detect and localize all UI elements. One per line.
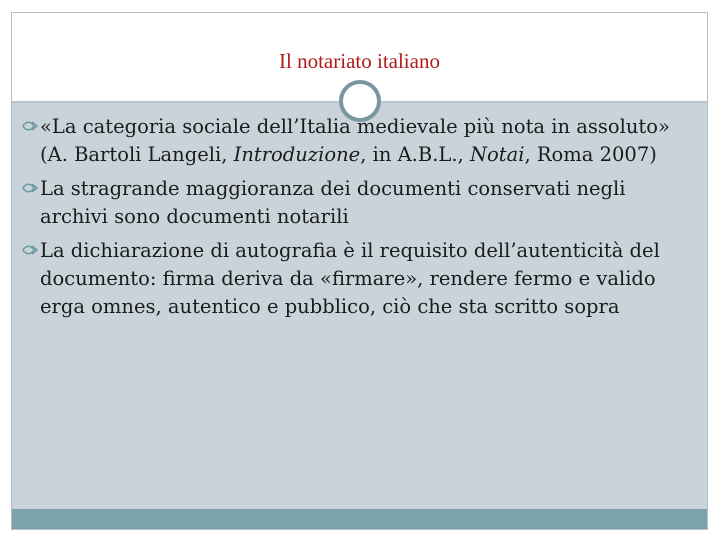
bullet-text: La dichiarazione di autografia è il requisito dell’autenticità del documento: firma deriva da «firmare», rendere fermo e valido erga omnes, autentico e pubblico, ciò che sta scritto sopra [40,239,660,318]
footer-bar [12,509,707,529]
bullet-item [22,175,692,231]
italic-title: Introduzione [233,143,361,166]
bullet-item [22,113,692,169]
bullet-text: «La categoria sociale dell’Italia medievale più nota in assoluto» (A. Bartoli Langeli, Introduzione, in A.B.L., Notai, Roma 2007) [40,115,670,166]
fancy-arrow-bullet-icon [22,118,38,134]
fancy-arrow-bullet-icon [22,180,38,196]
fancy-arrow-bullet-icon [22,242,38,258]
bullet-item [22,237,692,321]
italic-title: Notai [469,143,525,166]
bullet-list [22,113,692,327]
slide-title: Il notariato italiano [279,49,440,73]
bullet-text: La stragrande maggioranza dei documenti conservati negli archivi sono documenti notarili [40,177,626,228]
